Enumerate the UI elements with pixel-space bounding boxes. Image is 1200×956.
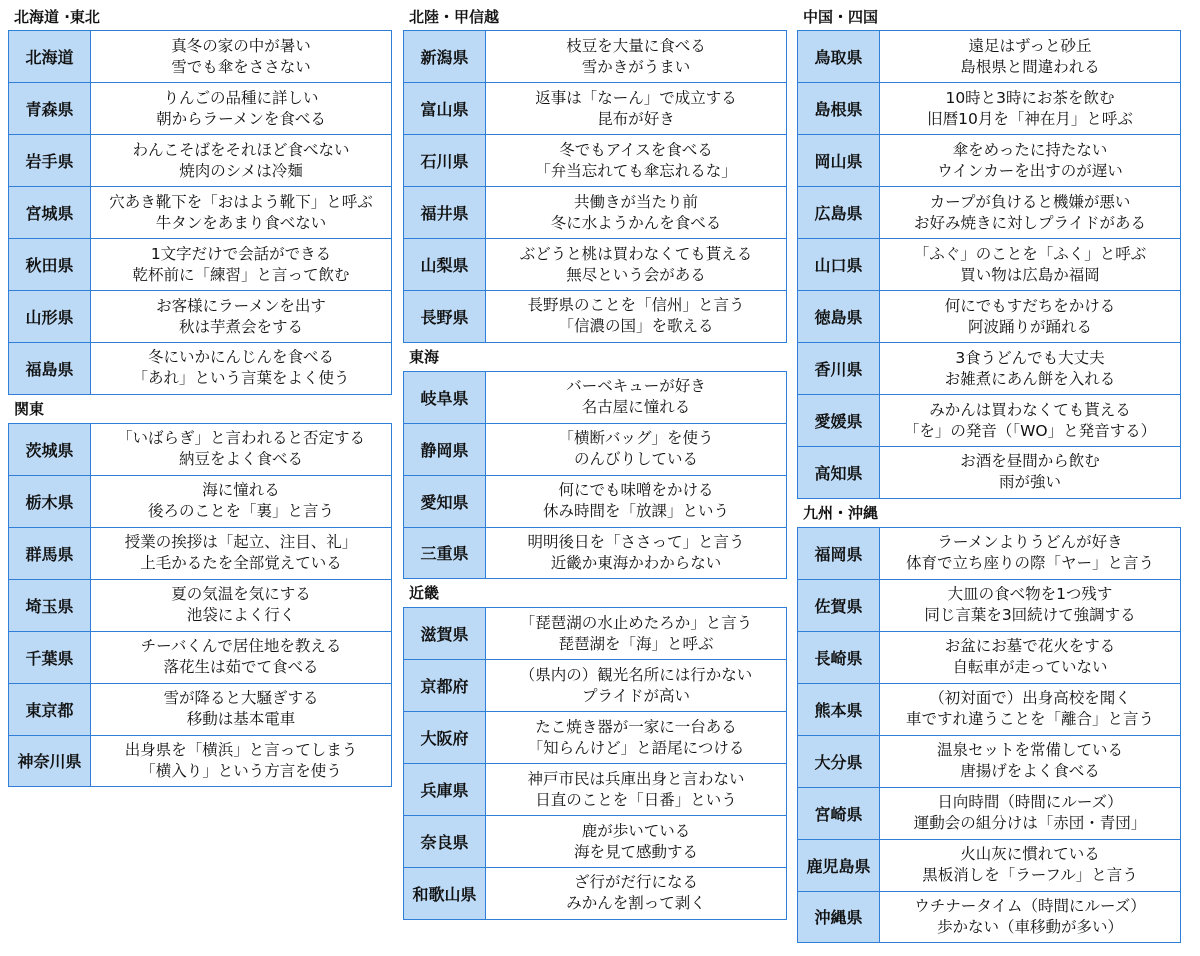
prefecture-description [486, 764, 786, 815]
description-line: 旧暦10月を「神在月」と呼ぶ [927, 109, 1133, 128]
prefecture-name: 石川県 [404, 135, 486, 186]
table-row [404, 476, 786, 528]
prefecture-name: 奈良県 [404, 816, 486, 867]
prefecture-name: 山口県 [798, 239, 880, 290]
prefecture-description [91, 476, 391, 527]
prefecture-name: 長崎県 [798, 632, 880, 683]
description-line: ざ行がだ行になる [573, 873, 698, 892]
description-line: ウインカーを出すのが遅い [937, 161, 1123, 180]
description-line: 穴あき靴下を「おはよう靴下」と呼ぶ [109, 192, 373, 211]
table-row [9, 528, 391, 580]
description-line: 買い物は広島か福岡 [960, 265, 1100, 284]
prefecture-name: 沖縄県 [798, 892, 880, 943]
description-line: 何にでもすだちをかける [944, 296, 1116, 315]
table-row [9, 135, 391, 187]
prefecture-description [880, 736, 1180, 787]
description-line: お盆にお墓で花火をする [944, 637, 1116, 655]
description-line: 唐揚げをよく食べる [960, 762, 1100, 780]
table-row [9, 343, 391, 394]
table-row [404, 608, 786, 660]
table-row [404, 83, 786, 135]
description-line: 牛タンをあまり食べない [155, 213, 327, 232]
table-row [798, 395, 1180, 447]
table-row [9, 736, 391, 787]
description-line: 後ろのことを「裏」と言う [147, 502, 334, 520]
prefecture-name: 岡山県 [798, 135, 880, 186]
table-row [798, 239, 1180, 291]
column-1 [8, 0, 392, 787]
prefecture-description [486, 816, 786, 867]
description-line: たこ焼き器が一家に一台ある [535, 717, 737, 736]
table-row [798, 840, 1180, 892]
description-line: 共働きが当たり前 [573, 192, 698, 211]
table-row [798, 528, 1180, 580]
table-row [798, 447, 1180, 498]
table-row [9, 31, 391, 83]
description-line: 歩かない（車移動が多い） [936, 917, 1123, 936]
description-line: 海を見て感動する [573, 842, 698, 861]
prefecture-description [91, 684, 391, 735]
prefecture-name: 島根県 [798, 83, 880, 134]
table-row [404, 372, 786, 424]
prefecture-description [91, 632, 391, 683]
prefecture-description [486, 608, 786, 659]
region-title-kyushu-okinawa: 九州・沖縄 [803, 503, 879, 522]
prefecture-name: 埼玉県 [9, 580, 91, 631]
prefecture-description [486, 31, 786, 82]
description-line: 「知らんけど」と語尾につける [527, 738, 745, 757]
description-line: りんごの品種に詳しい [163, 88, 319, 107]
prefecture-name: 広島県 [798, 187, 880, 238]
prefecture-name: 北海道 [9, 31, 91, 82]
description-line: 真冬の家の中が暑い [171, 36, 311, 55]
description-line: 近畿か東海かわからない [550, 553, 722, 572]
prefecture-name: 大阪府 [404, 712, 486, 763]
description-line: 冬でもアイスを食べる [559, 140, 713, 159]
description-line: 阿波踊りが踊れる [967, 317, 1092, 336]
prefecture-name: 宮崎県 [798, 788, 880, 839]
description-line: 枝豆を大量に食べる [566, 36, 706, 55]
description-line: 何にでも味噌をかける [558, 481, 714, 499]
prefecture-name: 和歌山県 [404, 868, 486, 919]
prefecture-description [880, 447, 1180, 498]
description-line: 雪が降ると大騒ぎする [163, 689, 319, 707]
description-line: 冬に水ようかんを食べる [550, 213, 722, 232]
description-line: 焼肉のシメは冷麺 [179, 161, 303, 180]
table-row [9, 476, 391, 528]
prefecture-description [91, 31, 391, 82]
table-row [404, 424, 786, 476]
description-line: 「ふぐ」のことを「ふく」と呼ぶ [913, 244, 1147, 263]
description-line: 島根県と間違われる [960, 57, 1100, 76]
description-line: みかんを割って剥く [566, 894, 706, 913]
prefecture-description [486, 868, 786, 919]
prefecture-description [880, 239, 1180, 290]
prefecture-name: 岐阜県 [404, 372, 486, 423]
table-row [798, 343, 1180, 395]
description-line: 自転車が走っていない [952, 658, 1108, 676]
prefecture-description [486, 712, 786, 763]
prefecture-description [91, 187, 391, 238]
prefecture-name: 東京都 [9, 684, 91, 735]
prefecture-description [486, 239, 786, 290]
table-row [798, 83, 1180, 135]
description-line: 遠足はずっと砂丘 [968, 36, 1092, 55]
prefecture-name: 山梨県 [404, 239, 486, 290]
description-line: 体育で立ち座りの際「ヤー」と言う [905, 554, 1154, 572]
prefecture-description [486, 424, 786, 475]
prefecture-name: 静岡県 [404, 424, 486, 475]
prefecture-name: 佐賀県 [798, 580, 880, 631]
prefecture-description [91, 343, 391, 394]
prefecture-name: 秋田県 [9, 239, 91, 290]
prefecture-name: 長野県 [404, 291, 486, 342]
table-row [404, 816, 786, 868]
description-line: 休み時間を「放課」という [542, 502, 729, 520]
description-line: 日向時間（時間にルーズ） [937, 793, 1123, 811]
description-line: バーベキューが好き [566, 377, 706, 395]
prefecture-name: 大分県 [798, 736, 880, 787]
prefecture-name: 熊本県 [798, 684, 880, 735]
description-line: 長野県のことを「信州」と言う [527, 296, 745, 315]
description-line: 名古屋に憧れる [581, 398, 691, 416]
description-line: 「を」の発音（「WO」と発音する） [903, 421, 1157, 440]
description-line: 「弁当忘れても傘忘れるな」 [535, 161, 737, 180]
prefecture-description [91, 424, 391, 475]
description-line: 温泉セットを常備している [936, 741, 1123, 759]
description-line: 無尽という会がある [566, 265, 706, 284]
description-line: 10時と3時にお茶を飲む [945, 88, 1115, 107]
region-table-kinki [403, 607, 787, 920]
description-line: 落花生は茹でて食べる [163, 658, 319, 676]
description-line: ウチナータイム（時間にルーズ） [914, 896, 1146, 915]
prefecture-description [880, 528, 1180, 579]
region-title-chugoku-shikoku: 中国・四国 [803, 8, 879, 26]
table-row [9, 187, 391, 239]
prefecture-description [91, 239, 391, 290]
column-2 [403, 0, 787, 920]
prefecture-description [91, 135, 391, 186]
prefecture-name: 香川県 [798, 343, 880, 394]
prefecture-description [486, 660, 786, 711]
prefecture-name: 三重県 [404, 528, 486, 579]
description-line: お客様にラーメンを出す [156, 296, 326, 315]
prefecture-name: 富山県 [404, 83, 486, 134]
description-line: 大皿の食べ物を1つ残す [947, 585, 1113, 603]
description-line: 「あれ」という言葉をよく使う [132, 369, 350, 388]
prefecture-name: 兵庫県 [404, 764, 486, 815]
table-row [9, 684, 391, 736]
table-row [798, 892, 1180, 943]
table-row [404, 660, 786, 712]
prefecture-description [486, 187, 786, 238]
description-line: 上毛かるたを全部覚えている [140, 554, 342, 572]
description-line: 神戸市民は兵庫出身と言わない [527, 769, 745, 788]
table-row [9, 580, 391, 632]
prefecture-name: 高知県 [798, 447, 880, 498]
description-line: （県内の）観光名所には行かない [519, 665, 753, 684]
description-line: プライドが高い [581, 686, 691, 705]
description-line: お酒を昼間から飲む [960, 452, 1100, 471]
region-title-tokai: 東海 [409, 347, 440, 366]
prefecture-description [880, 580, 1180, 631]
prefecture-description [880, 684, 1180, 735]
description-line: 昆布が好き [597, 109, 675, 128]
description-line: 黒板消しを「ラーフル」と言う [922, 866, 1138, 884]
description-line: （初対面で）出身高校を聞く [929, 689, 1131, 707]
description-line: 朝からラーメンを食べる [156, 109, 326, 128]
prefecture-description [880, 31, 1180, 82]
region-title-kinki: 近畿 [409, 584, 440, 602]
description-line: 雪かきがうまい [581, 57, 691, 76]
description-line: 鹿が歩いている [581, 821, 691, 840]
description-line: お雑煮にあん餅を入れる [944, 369, 1116, 388]
table-row [798, 31, 1180, 83]
description-line: 「信濃の国」を歌える [558, 317, 714, 336]
description-line: 冬にいかにんじんを食べる [147, 348, 334, 367]
prefecture-description [486, 135, 786, 186]
description-line: のんびりしている [573, 450, 698, 468]
region-table-tokai [403, 371, 787, 580]
prefecture-name: 山形県 [9, 291, 91, 342]
table-row [404, 764, 786, 816]
prefecture-description [880, 343, 1180, 394]
prefecture-description [486, 372, 786, 423]
region-table-kyushu-okinawa [797, 527, 1181, 944]
table-row [798, 788, 1180, 840]
column-3 [797, 0, 1181, 943]
description-line: お好み焼きに対しプライドがある [913, 213, 1147, 232]
description-line: 「琵琶湖の水止めたろか」と言う [519, 613, 753, 632]
prefecture-description [880, 395, 1180, 446]
description-line: 雨が強い [998, 473, 1061, 492]
description-line: 乾杯前に「練習」と言って飲む [132, 265, 350, 284]
description-line: 「横断バッグ」を使う [558, 429, 714, 447]
table-row [404, 239, 786, 291]
table-row [798, 135, 1180, 187]
description-line: 「いばらぎ」と言われると否定する [116, 429, 365, 447]
table-row [404, 868, 786, 919]
table-row [798, 291, 1180, 343]
prefecture-description [880, 291, 1180, 342]
prefecture-description [880, 840, 1180, 891]
description-line: 車ですれ違うことを「離合」と言う [905, 710, 1154, 728]
region-table-hokkaido-tohoku [8, 30, 392, 395]
description-line: 火山灰に慣れている [960, 845, 1100, 863]
prefecture-name: 群馬県 [9, 528, 91, 579]
description-line: チーバくんで居住地を教える [140, 637, 342, 655]
region-title-kanto: 関東 [14, 399, 45, 418]
region-table-kanto [8, 423, 392, 788]
prefecture-name: 徳島県 [798, 291, 880, 342]
table-row [404, 187, 786, 239]
prefecture-description [486, 291, 786, 342]
description-line: カープが負けると機嫌が悪い [929, 192, 1131, 211]
table-row [798, 187, 1180, 239]
description-line: 秋は芋煮会をする [178, 317, 303, 336]
prefecture-name: 栃木県 [9, 476, 91, 527]
prefecture-description [486, 476, 786, 527]
table-row [404, 31, 786, 83]
prefecture-name: 福岡県 [798, 528, 880, 579]
description-line: 雪でも傘をささない [171, 57, 311, 76]
prefecture-description [486, 83, 786, 134]
table-row [798, 684, 1180, 736]
description-line: ぶどうと桃は買わなくても貰える [519, 244, 753, 263]
prefecture-description [880, 83, 1180, 134]
table-row [9, 291, 391, 343]
region-title-hokuriku-koshinetsu: 北陸・甲信越 [409, 8, 500, 26]
region-title-hokkaido-tohoku: 北海道 ·東北 [14, 8, 100, 26]
prefecture-name: 滋賀県 [404, 608, 486, 659]
table-row [798, 736, 1180, 788]
prefecture-name: 神奈川県 [9, 736, 91, 787]
prefecture-name: 新潟県 [404, 31, 486, 82]
table-row [798, 580, 1180, 632]
description-line: 運動会の組分けは「赤団・青団」 [913, 814, 1147, 832]
prefecture-name: 愛知県 [404, 476, 486, 527]
prefecture-name: 京都府 [404, 660, 486, 711]
prefecture-name: 千葉県 [9, 632, 91, 683]
description-line: 出身県を「横浜」と言ってしまう [124, 740, 358, 759]
description-line: 池袋によく行く [186, 606, 296, 624]
region-table-hokuriku-koshinetsu [403, 30, 787, 343]
description-line: わんこそばをそれほど食べない [132, 140, 350, 159]
description-line: 「横入り」という方言を使う [140, 761, 342, 780]
description-line: 海に憧れる [202, 481, 280, 499]
prefecture-description [91, 83, 391, 134]
description-line: 返事は「なーん」で成立する [535, 88, 737, 107]
prefecture-description [880, 892, 1180, 943]
description-line: 1文字だけで会話ができる [150, 244, 332, 263]
description-line: 日直のことを「日番」という [535, 790, 737, 809]
prefecture-description [91, 528, 391, 579]
description-line: 同じ言葉を3回続けて強調する [924, 606, 1136, 624]
table-row [404, 528, 786, 579]
description-line: ラーメンよりうどんが好き [937, 533, 1123, 551]
prefecture-description [880, 632, 1180, 683]
table-row [798, 632, 1180, 684]
table-row [9, 424, 391, 476]
description-line: 夏の気温を気にする [171, 585, 311, 603]
table-row [9, 632, 391, 684]
table-row [404, 135, 786, 187]
description-line: 納豆をよく食べる [178, 450, 303, 468]
region-table-chugoku-shikoku [797, 30, 1181, 499]
prefecture-name: 宮城県 [9, 187, 91, 238]
description-line: 授業の挨拶は「起立、注目、礼」 [124, 533, 358, 551]
prefecture-description [91, 291, 391, 342]
description-line: 傘をめったに持たない [952, 140, 1108, 159]
prefecture-name: 茨城県 [9, 424, 91, 475]
prefecture-name: 鹿児島県 [798, 840, 880, 891]
description-line: 3食うどんでも大丈夫 [955, 348, 1105, 367]
description-line: 移動は基本電車 [186, 710, 296, 728]
prefecture-description [880, 788, 1180, 839]
prefecture-name: 福島県 [9, 343, 91, 394]
prefecture-description [486, 528, 786, 579]
table-row [9, 83, 391, 135]
prefecture-name: 愛媛県 [798, 395, 880, 446]
description-line: みかんは買わなくても貰える [929, 400, 1131, 419]
prefecture-name: 鳥取県 [798, 31, 880, 82]
prefecture-description [91, 580, 391, 631]
table-row [404, 291, 786, 342]
prefecture-name: 福井県 [404, 187, 486, 238]
prefecture-name: 青森県 [9, 83, 91, 134]
prefecture-description [91, 736, 391, 787]
prefecture-description [880, 187, 1180, 238]
table-row [9, 239, 391, 291]
table-row [404, 712, 786, 764]
description-line: 明明後日を「ささって」と言う [527, 532, 745, 551]
prefecture-name: 岩手県 [9, 135, 91, 186]
prefecture-description [880, 135, 1180, 186]
description-line: 琵琶湖を「海」と呼ぶ [558, 634, 714, 653]
